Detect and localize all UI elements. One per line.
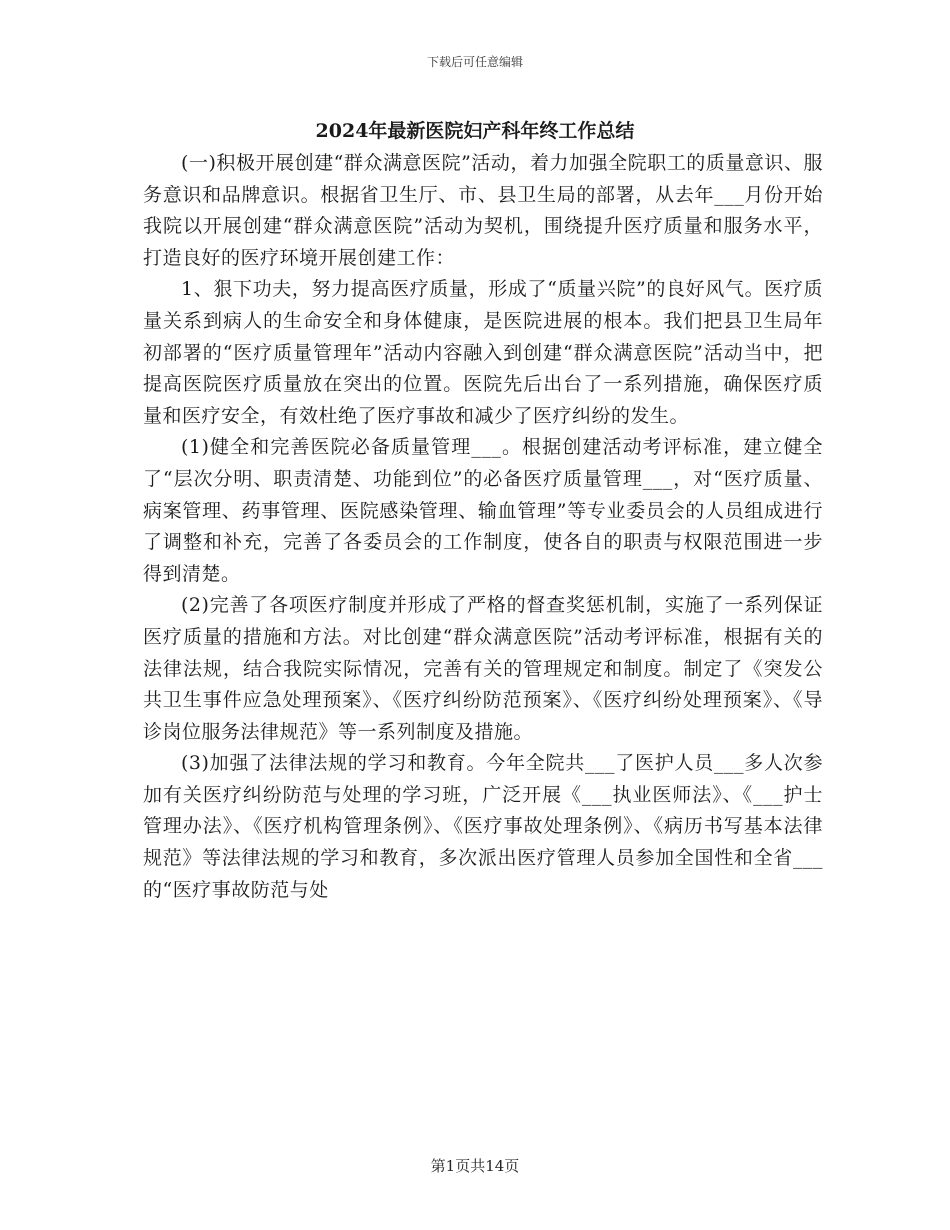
paragraph-item-1: (1)健全和完善医院必备质量管理___。根据创建活动考评标准，建立健全了“层次分明、职责清楚、功能到位”的必备医疗质量管理___，对“医疗质量、病案管理、药事管理、医院感染管理、输血管理”等专业委员会的人员组成进行了调整和补充，完善了各委员会的工作制度，使各自的职责与权限范围进一步得到清楚。 [143,436,823,585]
paragraph-item-3: (3)加强了法律法规的学习和教育。今年全院共___了医护人员___多人次参加有关医疗纠纷防范与处理的学习班，广泛开展《___执业医师法》、《___护士管理办法》、《医疗机构管理条例》、《医疗事故处理条例》、《病历书写基本法律规范》等法律法规的学习和教育，多次派出医疗管理人员参加全国性和全省___的“医疗事故防范与处 [143,752,823,901]
paragraph-quality: 1、狠下功夫，努力提高医疗质量，形成了“质量兴院”的良好风气。医疗质量关系到病人的生命安全和身体健康，是医院进展的根本。我们把县卫生局年初部署的“医疗质量管理年”活动内容融入到创建“群众满意医院”活动当中，把提高医院医疗质量放在突出的位置。医院先后出台了一系列措施，确保医疗质量和医疗安全，有效杜绝了医疗事故和减少了医疗纠纷的发生。 [143,278,823,427]
page-number: 第1页共14页 [430,1157,520,1175]
paragraph-item-2: (2)完善了各项医疗制度并形成了严格的督查奖惩机制，实施了一系列保证医疗质量的措施和方法。对比创建“群众满意医院”活动考评标准，根据有关的法律法规，结合我院实际情况，完善有关的管理规定和制度。制定了《突发公共卫生事件应急处理预案》、《医疗纠纷防范预案》、《医疗纠纷处理预案》、《导诊岗位服务法律规范》等一系列制度及措施。 [143,594,823,743]
header-note: 下载后可任意编辑 [426,55,523,69]
document-body [143,148,823,906]
paragraph-intro: (一)积极开展创建“群众满意医院”活动，着力加强全院职工的质量意识、服务意识和品牌意识。根据省卫生厅、市、县卫生局的部署，从去年___月份开始我院以开展创建“群众满意医院”活动为契机，围绕提升医疗质量和服务水平，打造良好的医疗环境开展创建工作： [143,152,823,269]
document-title: 2024年最新医院妇产科年终工作总结 [315,120,635,142]
